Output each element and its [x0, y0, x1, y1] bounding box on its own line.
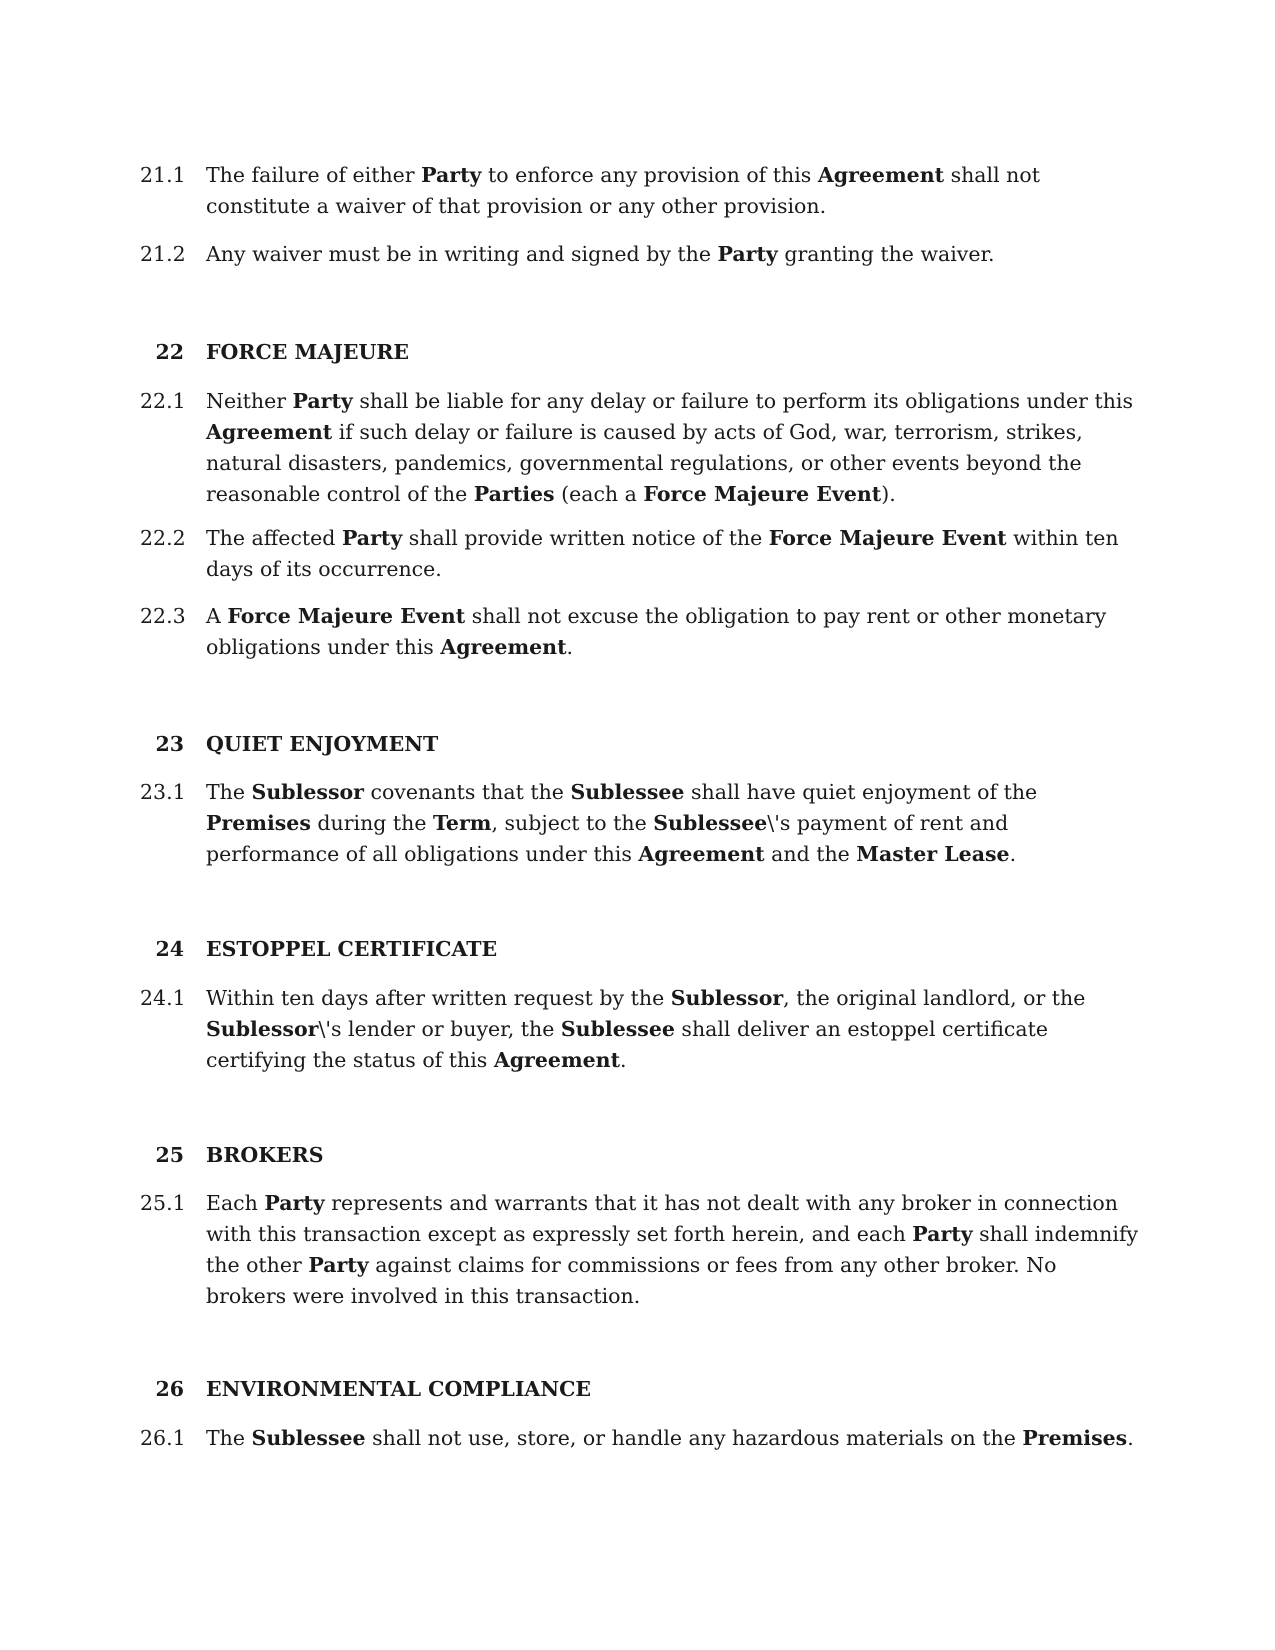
section-heading-quiet-enjoyment [140, 729, 1140, 760]
text-run: \'s payment of rent and performance of all obligations under this [206, 811, 1009, 866]
defined-term: Party [421, 163, 482, 187]
defined-term: Agreement [638, 842, 765, 866]
text-run: The affected [206, 526, 342, 550]
clause-text [206, 239, 1140, 270]
defined-term: Party [292, 389, 353, 413]
section-number: 25 [155, 1143, 184, 1167]
section-heading-force-majeure [140, 337, 1140, 368]
clause-23-1 [140, 777, 1140, 870]
text-run: . [1009, 842, 1017, 866]
text-run: ). [881, 482, 896, 506]
section-title [206, 1374, 1140, 1405]
text-run: shall deliver an estoppel certificate certifying the status of this [206, 1017, 1048, 1072]
defined-term: Parties [473, 482, 555, 506]
section-number: 26 [155, 1377, 184, 1401]
text-run: shall indemnify the other [206, 1222, 1139, 1277]
text-run: The [206, 780, 252, 804]
defined-term: Agreement [440, 635, 567, 659]
text-run: Any waiver must be in writing and signed by the [206, 242, 718, 266]
text-run: . [1127, 1426, 1134, 1450]
defined-term: Sublessee [251, 1426, 366, 1450]
text-run: A [206, 604, 228, 628]
section-title [206, 729, 1140, 760]
text-run: (each a [554, 482, 644, 506]
text-run: against claims for commissions or fees from any other broker. No brokers were involved in this transaction. [206, 1253, 1057, 1308]
section-title [206, 1140, 1140, 1171]
defined-term: Force Majeure Event [768, 526, 1007, 550]
defined-term: Agreement [817, 163, 945, 187]
clause-text [206, 777, 1140, 870]
text-run: shall be liable for any delay or failure to perform its obligations under this [352, 389, 1133, 413]
clause-number: 22.3 [140, 604, 186, 628]
defined-term: Force Majeure Event [643, 482, 882, 506]
section-heading-estoppel-certificate [140, 934, 1140, 965]
text-run: . [566, 635, 574, 659]
clause-26-1 [140, 1423, 1140, 1454]
defined-term: Party [912, 1222, 973, 1246]
text-run: ENVIRONMENTAL COMPLIANCE [206, 1377, 592, 1401]
text-run: covenants that the [363, 780, 571, 804]
clause-text [206, 386, 1140, 510]
defined-term: Sublessee [560, 1017, 675, 1041]
text-run: \'s lender or buyer, the [318, 1017, 561, 1041]
clause-21-1 [140, 160, 1140, 222]
text-run: shall not constitute a waiver of that provision or any other provision. [206, 163, 1040, 218]
text-run: shall have quiet enjoyment of the [684, 780, 1038, 804]
text-run: shall provide written notice of the [402, 526, 769, 550]
clause-number: 24.1 [140, 986, 186, 1010]
defined-term: Force Majeure Event [227, 604, 466, 628]
clause-text [206, 1423, 1140, 1454]
text-run: FORCE MAJEURE [206, 340, 409, 364]
text-run: ESTOPPEL CERTIFICATE [206, 937, 498, 961]
defined-term: Master Lease [856, 842, 1010, 866]
text-run: , subject to the [491, 811, 654, 835]
clause-25-1 [140, 1188, 1140, 1312]
text-run: BROKERS [206, 1143, 324, 1167]
defined-term: Agreement [493, 1048, 621, 1072]
text-run: within ten days of its occurrence. [206, 526, 1119, 581]
clause-22-3 [140, 601, 1140, 663]
defined-term: Premises [1022, 1426, 1128, 1450]
text-run: represents and warrants that it has not dealt with any broker in connection with this transaction except as expressly set forth herein, and each [206, 1191, 1118, 1246]
clause-22-1 [140, 386, 1140, 510]
clause-number: 26.1 [140, 1426, 186, 1450]
clause-text [206, 523, 1140, 585]
text-run: to enforce any provision of this [481, 163, 818, 187]
clause-text [206, 1188, 1140, 1312]
clause-number: 21.2 [140, 242, 186, 266]
clause-number: 25.1 [140, 1191, 186, 1215]
clause-22-2 [140, 523, 1140, 585]
text-run: , the original landlord, or the [783, 986, 1086, 1010]
clause-text [206, 160, 1140, 222]
defined-term: Party [717, 242, 778, 266]
text-run: The [206, 1426, 252, 1450]
clause-text [206, 983, 1140, 1076]
defined-term: Sublessor [670, 986, 784, 1010]
defined-term: Sublessee [653, 811, 768, 835]
text-run: and the [764, 842, 857, 866]
section-number: 24 [155, 937, 184, 961]
text-run: shall not use, store, or handle any hazardous materials on the [365, 1426, 1023, 1450]
clause-text [206, 601, 1140, 663]
section-title [206, 934, 1140, 965]
text-run: during the [310, 811, 434, 835]
defined-term: Sublessee [570, 780, 685, 804]
defined-term: Sublessor [206, 1017, 319, 1041]
defined-term: Party [308, 1253, 369, 1277]
section-heading-brokers [140, 1140, 1140, 1171]
clause-number: 22.1 [140, 389, 186, 413]
text-run: Within ten days after written request by the [206, 986, 671, 1010]
clause-24-1 [140, 983, 1140, 1076]
section-number: 22 [155, 340, 184, 364]
text-run: Each [206, 1191, 265, 1215]
defined-term: Party [264, 1191, 325, 1215]
section-number: 23 [155, 732, 184, 756]
defined-term: Agreement [206, 420, 333, 444]
text-run: if such delay or failure is caused by acts of God, war, terrorism, strikes, natural disasters, pandemics, governmental regulations, or other events beyond the reasonable control of the [206, 420, 1083, 506]
clause-number: 22.2 [140, 526, 186, 550]
section-title [206, 337, 1140, 368]
defined-term: Premises [206, 811, 311, 835]
text-run: . [620, 1048, 627, 1072]
clause-21-2 [140, 239, 1140, 270]
clause-number: 23.1 [140, 780, 186, 804]
defined-term: Term [433, 811, 492, 835]
defined-term: Party [341, 526, 403, 550]
text-run: shall not excuse the obligation to pay rent or other monetary obligations under this [206, 604, 1107, 659]
defined-term: Sublessor [251, 780, 364, 804]
text-run: granting the waiver. [777, 242, 995, 266]
clause-number: 21.1 [140, 163, 186, 187]
text-run: The failure of either [206, 163, 422, 187]
text-run: Neither [206, 389, 293, 413]
section-heading-environmental-compliance [140, 1374, 1140, 1405]
text-run: QUIET ENJOYMENT [206, 732, 439, 756]
